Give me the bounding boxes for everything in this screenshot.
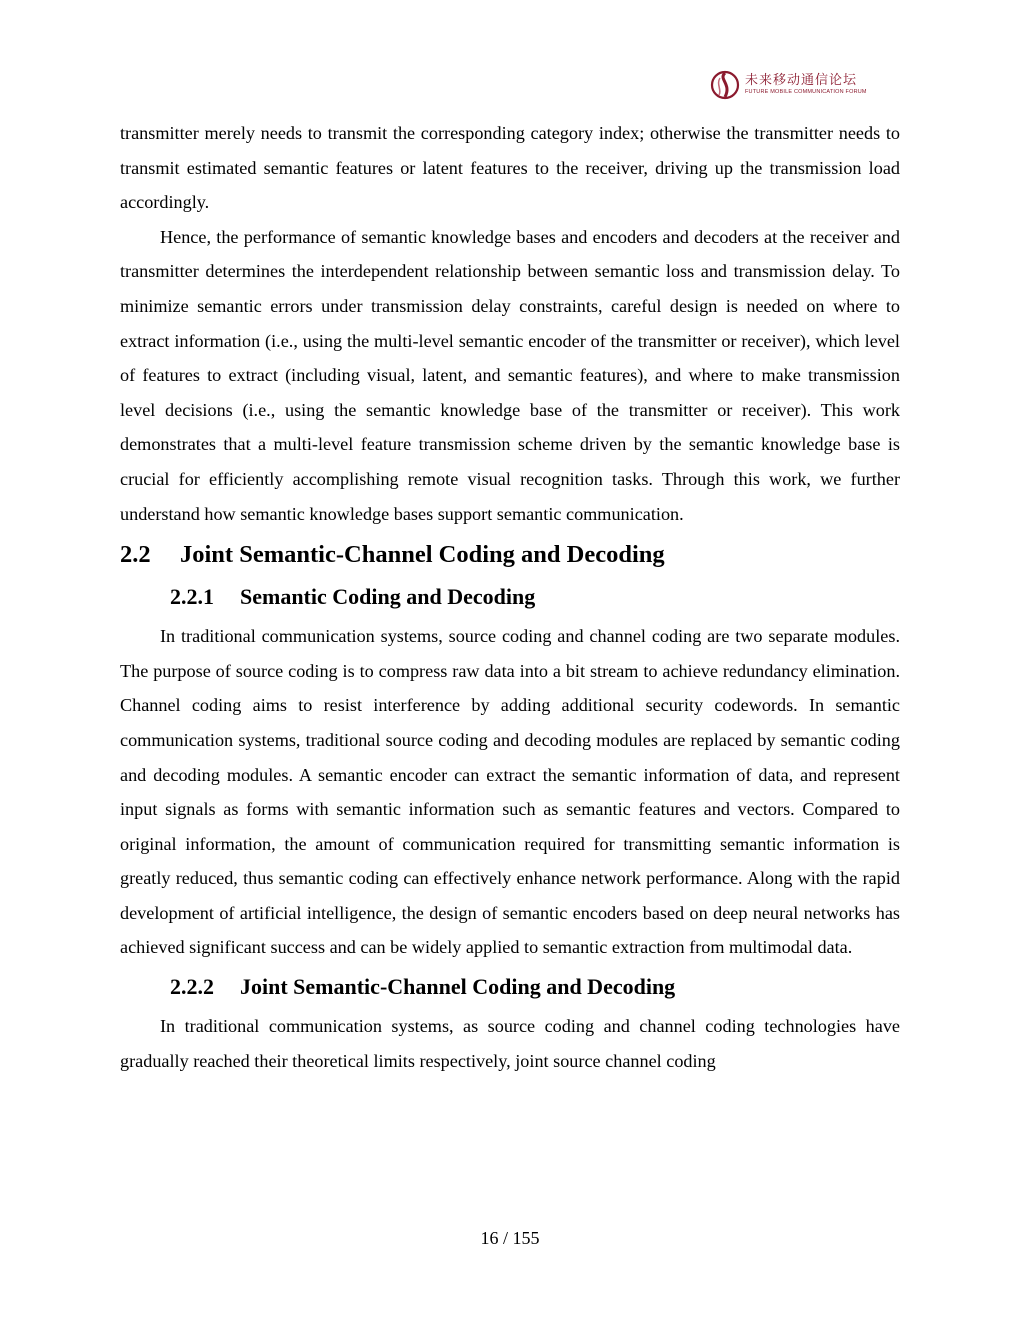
subsection-heading-2: [170, 967, 900, 1007]
section-title: Joint Semantic-Channel Coding and Decoding: [180, 541, 665, 569]
subsection-title: Semantic Coding and Decoding: [240, 584, 536, 610]
section-heading: [120, 535, 900, 575]
paragraph-semantic-knowledge: Hence, the performance of semantic knowledge bases and encoders and decoders at the receiver and transmitter determines the interdependent relationship between semantic loss and transmission delay. To minimize semantic errors under transmission delay constraints, careful design is needed on where to extract information (i.e., using the multi-level semantic encoder of the transmitter or receiver), which level of features to extract (including visual, latent, and semantic features), and where to make transmission level decisions (i.e., using the semantic knowledge base of the transmitter or receiver). This work demonstrates that a multi-level feature transmission scheme driven by the semantic knowledge base is crucial for efficiently accomplishing remote visual recognition tasks. Through this work, we further understand how semantic knowledge bases support semantic communication.: [120, 226, 900, 524]
subsection-number: 2.2.2: [170, 974, 214, 1000]
logo-english-name: FUTURE MOBILE COMMUNICATION FORUM: [745, 89, 867, 96]
paragraph-joint-coding: In traditional communication systems, as source coding and channel coding technologies have gradually reached their theoretical limits respectively, joint source channel coding: [120, 1016, 900, 1071]
section-number: 2.2: [120, 541, 151, 569]
paragraph-continued: transmitter merely needs to transmit the corresponding category index; otherwise the transmitter needs to transmit estimated semantic features or latent features to the receiver, driving up the transmission load accordingly.: [120, 123, 900, 213]
logo-text: [745, 74, 867, 96]
fumo-forum-logo-icon: [710, 70, 740, 100]
subsection-title: Joint Semantic-Channel Coding and Decoding: [240, 974, 676, 1000]
logo-chinese-name: 未来移动通信论坛: [745, 73, 858, 89]
subsection-heading-1: [170, 577, 900, 617]
subsection-number: 2.2.1: [170, 584, 214, 610]
document-body: [120, 116, 900, 1078]
paragraph-semantic-coding: In traditional communication systems, source coding and channel coding are two separate modules. The purpose of source coding is to compress raw data into a bit stream to achieve redundancy elimination. Channel coding aims to resist interference by adding additional security codewords. In semantic communication systems, traditional source coding and decoding modules are replaced by semantic coding and decoding modules. A semantic encoder can extract the semantic information of data, and represent input signals as forms with semantic information such as semantic features and vectors. Compared to original information, the amount of communication required for transmitting semantic information is greatly reduced, thus semantic coding can effectively enhance network performance. Along with the rapid development of artificial intelligence, the design of semantic encoders based on deep neural networks has achieved significant success and can be widely applied to semantic extraction from multimodal data.: [120, 626, 900, 958]
page-number: 16 / 155: [480, 1228, 540, 1248]
header-logo: [710, 68, 880, 102]
